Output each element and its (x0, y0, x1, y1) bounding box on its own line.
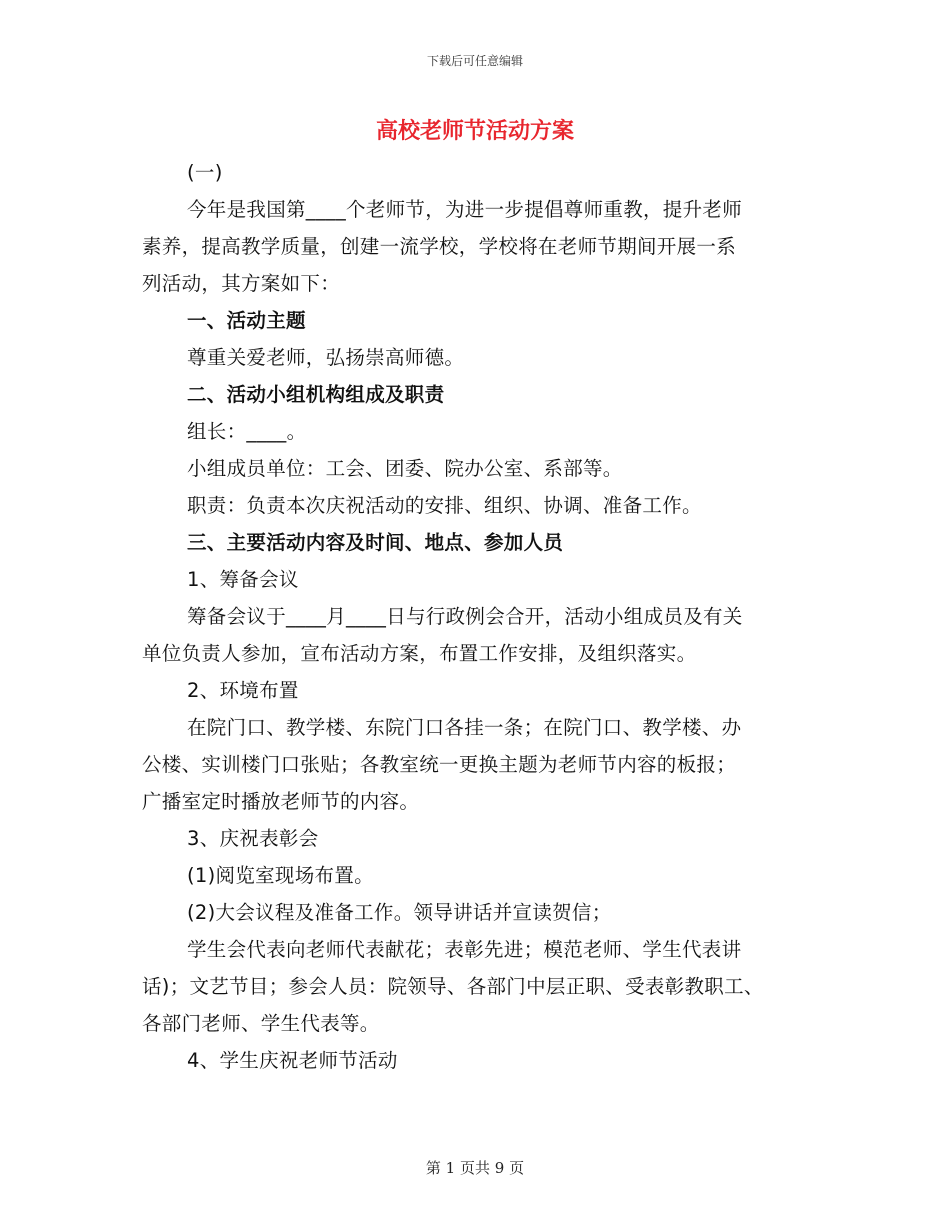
paragraph-line: 单位负责人参加，宣布活动方案，布置工作安排，及组织落实。 (142, 642, 697, 665)
paragraph-line: 筹备会议于____月____日与行政例会合开，活动小组成员及有关 (187, 605, 743, 628)
paragraph-line: 小组成员单位：工会、团委、院办公室、系部等。 (187, 457, 623, 480)
heading-activity-theme: 一、活动主题 (187, 309, 306, 332)
paragraph-line: 学生会代表向老师代表献花；表彰先进；模范老师、学生代表讲 (187, 938, 742, 961)
page-footer-number: 第 1 页共 9 页 (425, 1159, 525, 1177)
paragraph-line: 列活动，其方案如下： (142, 272, 341, 295)
paragraph-line: 广播室定时播放老师节的内容。 (142, 790, 420, 813)
paragraph-line: 话)；文艺节目；参会人员：院领导、各部门中层正职、受表彰教职工、 (142, 975, 764, 998)
heading-main-activities: 三、主要活动内容及时间、地点、参加人员 (187, 531, 564, 554)
paragraph-line: 职责：负责本次庆祝活动的安排、组织、协调、准备工作。 (187, 494, 702, 517)
paragraph-line: 素养，提高教学质量，创建一流学校，学校将在老师节期间开展一系 (142, 235, 737, 258)
paragraph-line: 今年是我国第____个老师节，为进一步提倡尊师重教，提升老师 (187, 198, 742, 221)
document-title: 高校老师节活动方案 (375, 118, 574, 144)
paragraph-line: 组长：____。 (187, 420, 307, 443)
heading-organization: 二、活动小组机构组成及职责 (187, 383, 445, 406)
page-header-note: 下载后可任意编辑 (426, 54, 523, 68)
subheading-environment: 2、环境布置 (187, 679, 299, 702)
section-marker-1: (一) (187, 161, 223, 184)
list-item: (2)大会议程及准备工作。领导讲话并宣读贺信； (187, 901, 612, 924)
paragraph-line: 尊重关爱老师，弘扬崇高师德。 (187, 346, 465, 369)
paragraph-line: 公楼、实训楼门口张贴；各教室统一更换主题为老师节内容的板报； (142, 753, 737, 776)
list-item: (1)阅览室现场布置。 (187, 864, 374, 887)
subheading-celebration: 3、庆祝表彰会 (187, 827, 319, 850)
subheading-student-activities: 4、学生庆祝老师节活动 (187, 1049, 398, 1072)
paragraph-line: 在院门口、教学楼、东院门口各挂一条；在院门口、教学楼、办 (187, 716, 742, 739)
subheading-preparation-meeting: 1、筹备会议 (187, 568, 299, 591)
paragraph-line: 各部门老师、学生代表等。 (142, 1012, 380, 1035)
